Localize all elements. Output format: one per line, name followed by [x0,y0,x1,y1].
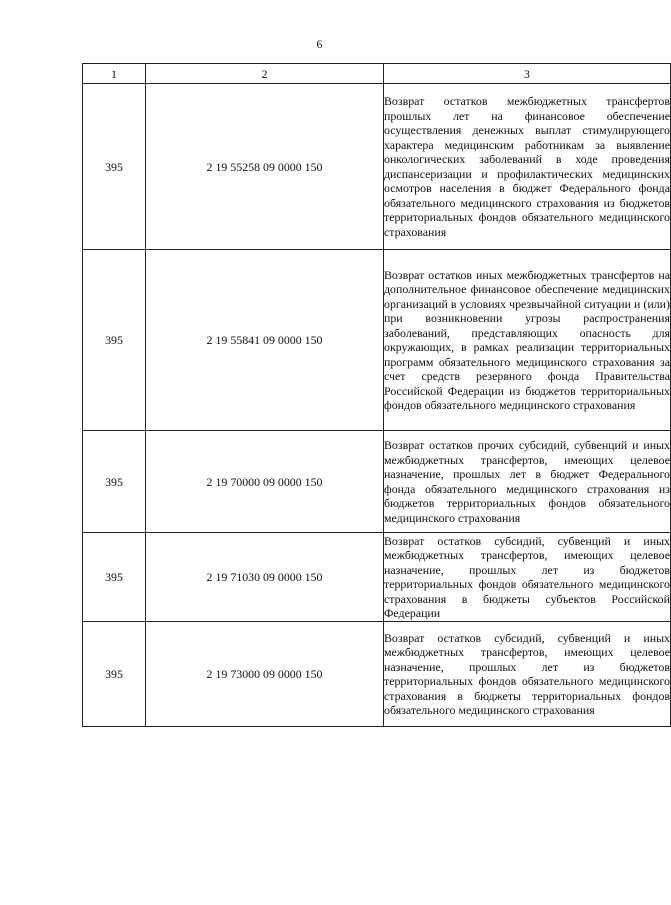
budget-classification-table [82,63,671,727]
kbk-code-cell: 2 19 73000 09 0000 150 [146,622,384,727]
table-row [83,250,671,431]
admin-code-cell: 395 [83,84,146,250]
kbk-code-cell: 2 19 71030 09 0000 150 [146,533,384,622]
page-number: 6 [316,37,323,51]
description-cell: Возврат остатков иных межбюджетных трансфертов на дополнительное финансовое обеспечение медицинских организаций в условиях чрезвычайной ситуации и (или) при возникновении угрозы распространения заболеваний, представляющих опасность для окружающих, в рамках реализации территориальных программ обязательного медицинского страхования за счет средств резервного фонда Правительства Российской Федерации из бюджетов территориальных фондов обязательного медицинского страхования [384,250,671,431]
description-cell: Возврат остатков межбюджетных трансфертов прошлых лет на финансовое обеспечение осуществления денежных выплат стимулирующего характера медицинским работникам за выявление онкологических заболеваний в ходе проведения диспансеризации и профилактических медицинских осмотров населения в бюджет Федерального фонда обязательного медицинского страхования из бюджетов территориальных фондов обязательного медицинского страхования [384,84,671,250]
admin-code-cell: 395 [83,431,146,533]
table-row [83,622,671,727]
header-column-3: 3 [384,64,671,84]
table-row [83,84,671,250]
admin-code-cell: 395 [83,250,146,431]
kbk-code-cell: 2 19 55841 09 0000 150 [146,250,384,431]
header-column-2: 2 [146,64,384,84]
admin-code-cell: 395 [83,533,146,622]
admin-code-cell: 395 [83,622,146,727]
kbk-code-cell: 2 19 70000 09 0000 150 [146,431,384,533]
description-cell: Возврат остатков субсидий, субвенций и иных межбюджетных трансфертов, имеющих целевое назначение, прошлых лет из бюджетов территориальных фондов обязательного медицинского страхования в бюджеты территориальных фондов обязательного медицинского страхования [384,622,671,727]
header-column-1: 1 [83,64,146,84]
kbk-code-cell: 2 19 55258 09 0000 150 [146,84,384,250]
description-cell: Возврат остатков субсидий, субвенций и иных межбюджетных трансфертов, имеющих целевое назначение, прошлых лет из бюджетов территориальных фондов обязательного медицинского страхования в бюджеты субъектов Российской Федерации [384,533,670,620]
table-row [83,431,671,533]
description-cell: Возврат остатков прочих субсидий, субвенций и иных межбюджетных трансфертов, имеющих целевое назначение, прошлых лет в бюджет Федерального фонда обязательного медицинского страхования из бюджетов территориальных фондов обязательного медицинского страхования [384,431,671,533]
table-header-row [83,64,671,84]
table-row [83,533,671,622]
